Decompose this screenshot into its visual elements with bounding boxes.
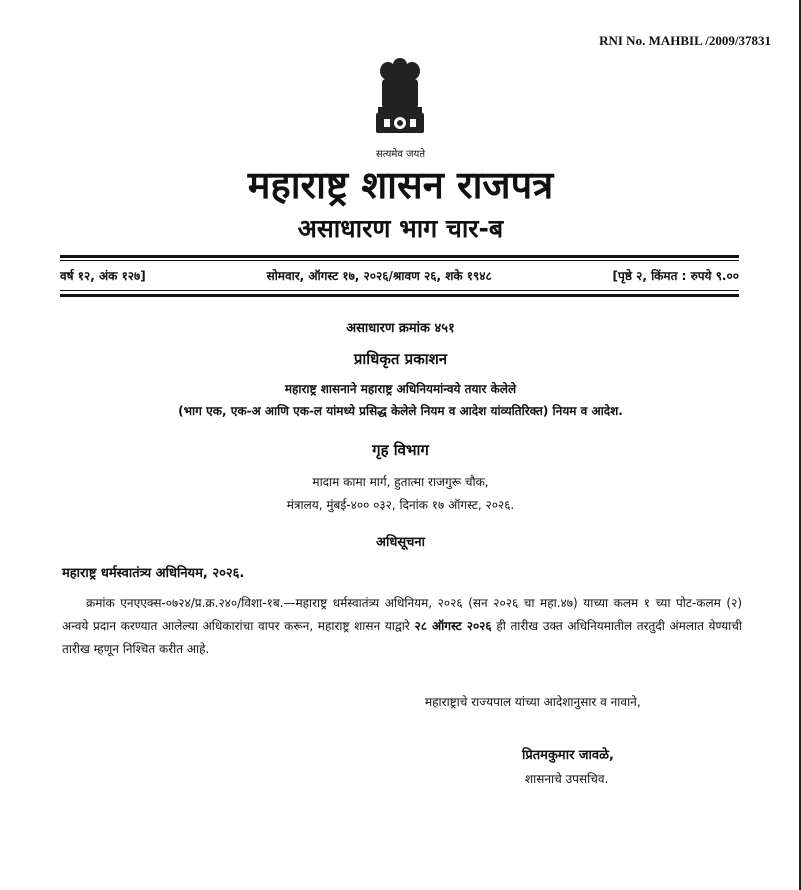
address-line1: मादाम कामा मार्ग, हुतात्मा राजगुरू चौक, — [312, 475, 489, 489]
national-emblem-icon — [368, 55, 432, 145]
extraordinary-number: असाधारण क्रमांक ४५१ — [346, 321, 455, 336]
notification-body — [62, 592, 742, 661]
act-title: महाराष्ट्र धर्मस्वातंत्र्य अधिनियम, २०२६. — [62, 566, 245, 581]
emblem-motto: सत्यमेव जयते — [375, 149, 426, 160]
bottom-rule — [60, 294, 739, 297]
publication-note-line2: (भाग एक, एक-अ आणि एक-ल यांमध्ये प्रसिद्ध केलेले नियम व आदेश यांव्यतिरिक्त) नियम व आदेश. — [178, 404, 623, 418]
body-text-part2: ही तारीख उक्त अधिनियमातील तरतुदी अंमलात येण्याची तारीख म्हणून निश्चित करीत आहे. — [62, 619, 743, 656]
issue-date: सोमवार, ऑगस्ट १७, २०२६/श्रावण २६, शके १९४८ — [266, 269, 492, 283]
signatory-designation: शासनाचे उपसचिव. — [525, 772, 609, 786]
department-name: गृह विभाग — [372, 441, 429, 459]
notification-heading: अधिसूचना — [376, 535, 425, 550]
signature-intro: महाराष्ट्राचे राज्यपाल यांच्या आदेशानुसार व नावाने, — [425, 695, 641, 709]
pages-price: [पृष्ठे २, किंमत : रुपये ९.०० — [612, 269, 739, 283]
gazette-subtitle: असाधारण भाग चार-ब — [297, 214, 504, 243]
volume-issue: वर्ष १२, अंक १२७] — [60, 269, 146, 283]
signatory-name: प्रितमकुमार जावळे, — [522, 748, 614, 763]
bottom-rule-thin — [60, 290, 739, 291]
gazette-title: महाराष्ट्र शासन राजपत्र — [247, 163, 554, 207]
issue-meta-row — [60, 267, 739, 284]
top-rule-thin — [60, 260, 739, 261]
top-rule — [60, 255, 739, 258]
publication-note-line1: महाराष्ट्र शासनाने महाराष्ट्र अधिनियमांन्वये तयार केलेले — [284, 382, 517, 396]
rni-number: RNI No. MAHBIL /2009/37831 — [599, 33, 771, 48]
effective-date: २८ ऑगस्ट २०२६ — [414, 619, 492, 633]
address-line2: मंत्रालय, मुंबई-४०० ०३२, दिनांक १७ ऑगस्ट, २०२६. — [286, 498, 515, 512]
body-text-part1: क्रमांक एनएएक्स-०७२४/प्र.क्र.२४०/विशा-१ब.—महाराष्ट्र धर्मस्वातंत्र्य अधिनियम, २०२६ (सन २०२६ चा महा.४७) याच्या कलम १ च्या पोट-कलम (२) अन्वये प्रदान करण्यात आलेल्या अधिकारांचा वापर करून, महाराष्ट्र शासन याद्वारे — [62, 596, 742, 633]
authorized-publication: प्राधिकृत प्रकाशन — [353, 350, 448, 368]
